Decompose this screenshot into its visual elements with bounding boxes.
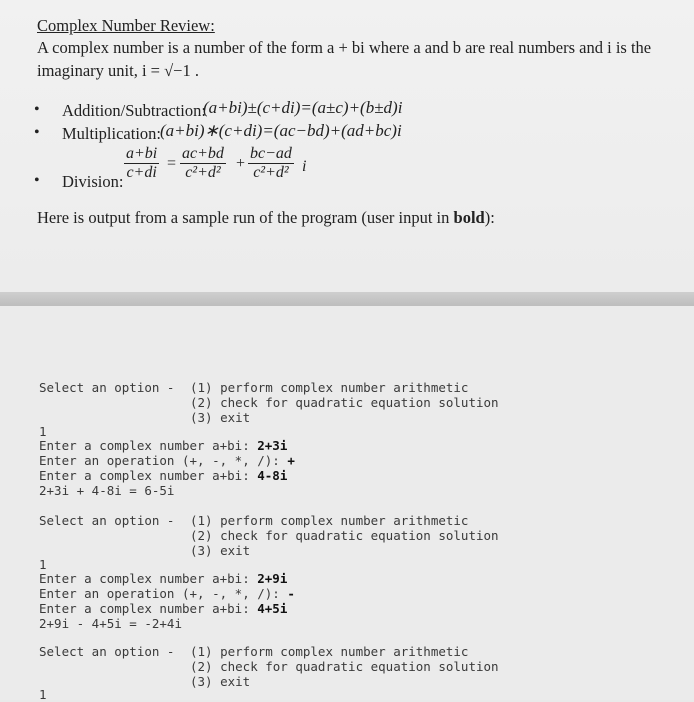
- input-prompt: Enter a complex number a+bi:: [39, 571, 258, 586]
- fraction-numerator: a+bi: [126, 145, 158, 162]
- bullet-label-division: Division:: [62, 172, 124, 191]
- menu-item-3: (3) exit: [190, 410, 251, 425]
- bullet-dot: •: [34, 172, 40, 189]
- menu-item-3: (3) exit: [190, 674, 251, 689]
- formula-addition: (a+bi)±(c+di)=(a±c)+(b±d)i: [203, 98, 403, 117]
- intro-paragraph: [37, 36, 677, 82]
- user-input: +: [287, 453, 295, 468]
- console-line: [39, 453, 295, 468]
- result-line: 2+9i - 4+5i = -2+4i: [39, 616, 182, 631]
- user-choice: 1: [39, 687, 47, 702]
- user-choice: 1: [39, 424, 47, 439]
- formula-multiplication: (a+bi)∗(c+di)=(ac−bd)+(ad+bc)i: [160, 121, 402, 140]
- menu-prompt: Select an option -: [39, 380, 175, 395]
- fraction-lhs: [124, 145, 159, 182]
- user-input: -: [287, 586, 295, 601]
- menu-item-3: (3) exit: [190, 543, 251, 558]
- user-input: 2+3i: [257, 438, 288, 453]
- console-line: [39, 571, 287, 586]
- bullet-label-multiplication: Multiplication:: [62, 124, 161, 143]
- sample-prefix: Here is output from a sample run of the program (user input in: [37, 208, 454, 227]
- imaginary-unit: i: [302, 158, 307, 175]
- user-input: 2+9i: [257, 571, 288, 586]
- fraction-numerator: bc−ad: [250, 145, 292, 162]
- intro-line-1: A complex number is a number of the form a + bi where a and b are real numbers and i is the: [37, 38, 652, 57]
- fraction-denominator: c²+d²: [185, 164, 221, 181]
- bullet-label-addition: Addition/Subtraction:: [62, 101, 206, 120]
- menu-item-2: (2) check for quadratic equation solution: [190, 395, 499, 410]
- console-line: [39, 468, 287, 483]
- menu-item-2: (2) check for quadratic equation solution: [190, 528, 499, 543]
- sample-suffix: ):: [484, 208, 495, 227]
- fraction-denominator: c²+d²: [253, 164, 289, 181]
- input-prompt: Enter an operation (+, -, *, /):: [39, 453, 288, 468]
- fraction-numerator: ac+bd: [182, 145, 224, 162]
- document-section: [0, 0, 694, 292]
- menu-item-2: (2) check for quadratic equation solution: [190, 659, 499, 674]
- console-line: [39, 438, 287, 453]
- result-line: 2+3i + 4-8i = 6-5i: [39, 483, 175, 498]
- equals-sign: =: [167, 155, 177, 172]
- console-line: [39, 601, 287, 616]
- menu-item-1: (1) perform complex number arithmetic: [190, 644, 469, 659]
- input-prompt: Enter an operation (+, -, *, /):: [39, 586, 288, 601]
- menu-item-1: (1) perform complex number arithmetic: [190, 380, 469, 395]
- fraction-term-2: [248, 145, 294, 182]
- console-output: [0, 306, 694, 700]
- console-line: [39, 586, 295, 601]
- fraction-term-1: [180, 145, 226, 182]
- user-choice: 1: [39, 557, 47, 572]
- input-prompt: Enter a complex number a+bi:: [39, 438, 258, 453]
- section-title: Complex Number Review:: [37, 16, 215, 35]
- user-input: 4-8i: [257, 468, 288, 483]
- menu-prompt: Select an option -: [39, 513, 175, 528]
- user-input: 4+5i: [257, 601, 288, 616]
- fraction-denominator: c+di: [126, 164, 157, 181]
- section-divider: [0, 292, 694, 306]
- sample-run-intro: [37, 208, 495, 228]
- menu-item-1: (1) perform complex number arithmetic: [190, 513, 469, 528]
- bullet-dot: •: [34, 124, 40, 141]
- intro-line-2: imaginary unit, i = √−1 .: [37, 61, 199, 80]
- sample-bold: bold: [453, 208, 485, 227]
- menu-prompt: Select an option -: [39, 644, 175, 659]
- input-prompt: Enter a complex number a+bi:: [39, 468, 258, 483]
- bullet-dot: •: [34, 101, 40, 118]
- input-prompt: Enter a complex number a+bi:: [39, 601, 258, 616]
- plus-sign: +: [236, 155, 246, 172]
